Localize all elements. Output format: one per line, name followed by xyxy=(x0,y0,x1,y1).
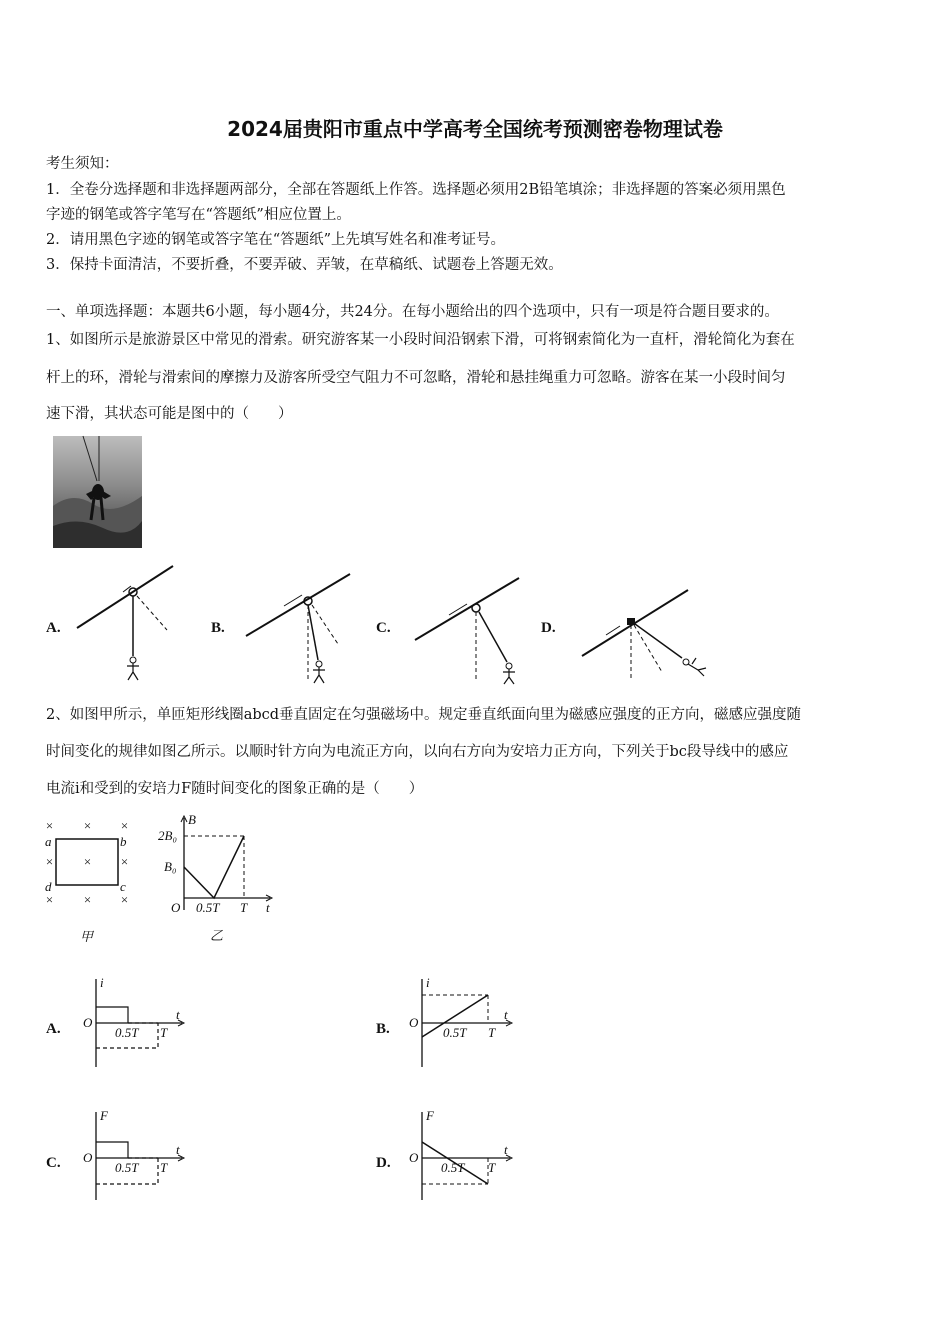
svg-text:O: O xyxy=(409,1150,419,1165)
q1-option-a-figure xyxy=(75,560,175,685)
exam-title: 2024届贵阳市重点中学高考全国统考预测密卷物理试卷 xyxy=(227,117,723,141)
svg-text:T: T xyxy=(240,900,248,915)
notice-heading: 考生须知： xyxy=(46,156,119,172)
notice-line-1b: 字迹的钢笔或答字笔写在“答题纸”相应位置上。 xyxy=(46,207,351,223)
svg-text:×: × xyxy=(45,818,54,833)
svg-text:O: O xyxy=(83,1015,93,1030)
q2-option-b-label: B. xyxy=(376,1021,390,1037)
svg-text:B: B xyxy=(188,812,196,827)
svg-text:0.5T: 0.5T xyxy=(441,1160,465,1175)
svg-text:2B₀: 2B₀ xyxy=(158,828,177,843)
corner-c: c xyxy=(120,879,126,894)
svg-text:i: i xyxy=(426,975,430,990)
svg-text:O: O xyxy=(83,1150,93,1165)
q1-option-b-label: B. xyxy=(211,620,225,636)
corner-b: b xyxy=(120,834,127,849)
q1-line-3: 速下滑，其状态可能是图中的（ ） xyxy=(46,406,293,422)
q1-line-2: 杆上的环，滑轮与滑索间的摩擦力及游客所受空气阻力不可忽略，滑轮和悬挂绳重力可忽略。游客在某一小段时间匀 xyxy=(46,370,786,386)
q2-option-b-graph xyxy=(408,975,518,1070)
svg-text:t: t xyxy=(504,1142,508,1157)
svg-text:×: × xyxy=(120,854,129,869)
svg-text:T: T xyxy=(488,1160,496,1175)
q2-option-a-label: A. xyxy=(46,1021,61,1037)
q2-option-d-graph xyxy=(408,1108,518,1203)
section-heading: 一、单项选择题：本题共6小题，每小题4分，共24分。在每小题给出的四个选项中，只有一项是符合题目要求的。 xyxy=(46,304,779,320)
caption-jia: 甲 xyxy=(80,929,94,944)
svg-text:×: × xyxy=(83,854,92,869)
q1-option-b-figure xyxy=(244,568,354,688)
svg-text:×: × xyxy=(45,892,54,907)
notice-line-1: 1．全卷分选择题和非选择题两部分，全部在答题纸上作答。选择题必须用2B铅笔填涂；非选择题的答案必须用黑色 xyxy=(46,182,786,198)
svg-text:×: × xyxy=(45,854,54,869)
svg-text:O: O xyxy=(409,1015,419,1030)
caption-yi: 乙 xyxy=(210,928,224,943)
q2-option-c-label: C. xyxy=(46,1155,61,1171)
notice-line-2: 2．请用黑色字迹的钢笔或答字笔在“答题纸”上先填写姓名和准考证号。 xyxy=(46,232,506,248)
svg-text:t: t xyxy=(176,1007,180,1022)
svg-text:F: F xyxy=(426,1108,434,1123)
svg-text:T: T xyxy=(488,1025,496,1040)
q1-option-d-figure xyxy=(580,580,720,690)
svg-text:0.5T: 0.5T xyxy=(115,1160,139,1175)
svg-text:×: × xyxy=(83,892,92,907)
q2-line-3: 电流i和受到的安培力F随时间变化的图象正确的是（ ） xyxy=(46,781,424,797)
svg-text:t: t xyxy=(504,1007,508,1022)
zipline-photo xyxy=(53,436,142,548)
svg-text:O: O xyxy=(171,900,181,915)
corner-d: d xyxy=(45,879,52,894)
svg-text:i: i xyxy=(100,975,104,990)
q2-line-2: 时间变化的规律如图乙所示。以顺时针方向为电流正方向，以向右方向为安培力正方向，下列关于bc段导线中的感应 xyxy=(46,744,789,760)
figure-yi xyxy=(158,810,283,945)
svg-text:F: F xyxy=(100,1108,108,1123)
notice-line-3: 3．保持卡面清洁，不要折叠，不要弄破、弄皱，在草稿纸、试题卷上答题无效。 xyxy=(46,257,563,273)
svg-text:0.5T: 0.5T xyxy=(196,900,220,915)
svg-text:0.5T: 0.5T xyxy=(115,1025,139,1040)
svg-text:×: × xyxy=(83,818,92,833)
figure-jia xyxy=(40,815,140,945)
q1-option-d-label: D. xyxy=(541,620,556,636)
svg-text:T: T xyxy=(160,1025,168,1040)
q2-option-c-graph xyxy=(80,1108,190,1203)
q2-option-a-graph xyxy=(80,975,190,1070)
svg-text:t: t xyxy=(266,900,270,915)
q1-option-c-figure xyxy=(413,568,523,688)
svg-text:t: t xyxy=(176,1142,180,1157)
q2-option-d-label: D. xyxy=(376,1155,391,1171)
svg-text:0.5T: 0.5T xyxy=(443,1025,467,1040)
corner-a: a xyxy=(45,834,52,849)
q2-line-1: 2、如图甲所示，单匝矩形线圈abcd垂直固定在匀强磁场中。规定垂直纸面向里为磁感应强度的正方向，磁感应强度随 xyxy=(46,707,802,723)
svg-text:×: × xyxy=(120,892,129,907)
q1-option-a-label: A. xyxy=(46,620,61,636)
svg-text:B₀: B₀ xyxy=(164,859,177,874)
q1-line-1: 1、如图所示是旅游景区中常见的滑索。研究游客某一小段时间沿钢索下滑，可将钢索简化为一直杆，滑轮简化为套在 xyxy=(46,332,795,348)
q1-option-c-label: C. xyxy=(376,620,391,636)
svg-text:T: T xyxy=(160,1160,168,1175)
svg-text:×: × xyxy=(120,818,129,833)
